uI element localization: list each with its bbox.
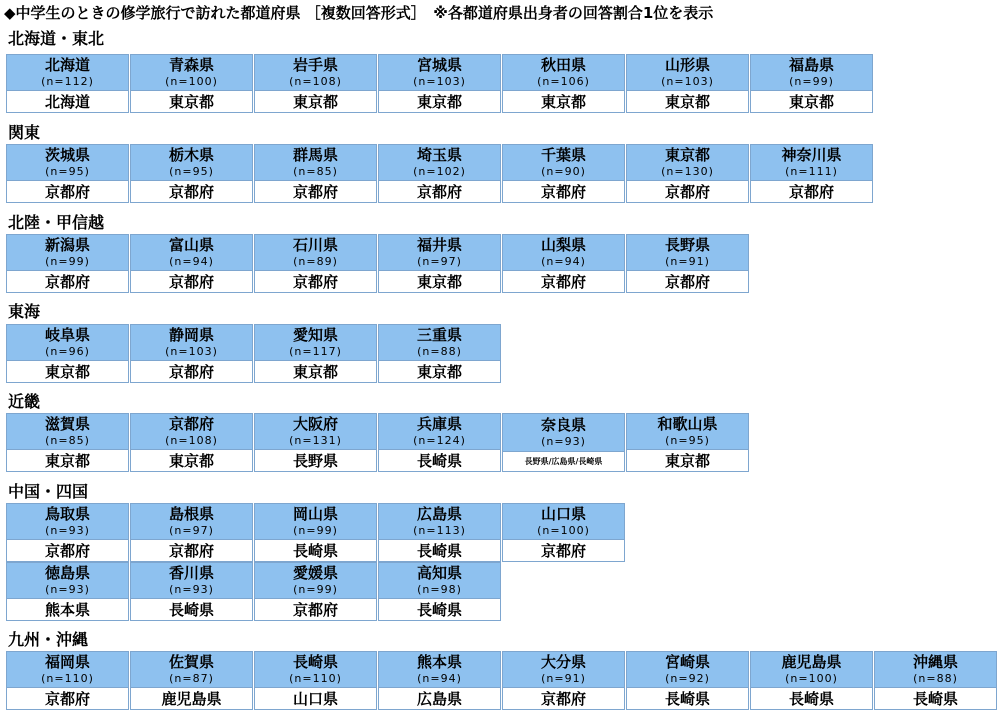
sample-size: (n=95) (169, 165, 214, 178)
prefecture-cell (130, 234, 253, 293)
top-answer: 東京都 (255, 91, 376, 112)
prefecture-cell (626, 234, 749, 293)
prefecture-cell (130, 324, 253, 383)
sample-size: (n=103) (661, 75, 714, 88)
prefecture-name: 大阪府 (292, 415, 338, 433)
prefecture-header (7, 652, 128, 688)
prefecture-header (627, 145, 748, 181)
top-answer: 東京都 (627, 450, 748, 471)
sample-size: (n=103) (413, 75, 466, 88)
sample-size: (n=99) (45, 255, 90, 268)
prefecture-name: 福岡県 (44, 653, 90, 671)
prefecture-name: 三重県 (416, 326, 462, 344)
top-answer: 長崎県 (255, 540, 376, 561)
sample-size: (n=91) (665, 255, 710, 268)
region-label: 関東 (8, 123, 41, 142)
prefecture-header (751, 652, 872, 688)
sample-size: (n=99) (293, 583, 338, 596)
prefecture-cell (254, 144, 377, 203)
prefecture-cell (378, 503, 501, 562)
sample-size: (n=112) (41, 75, 94, 88)
prefecture-cell (130, 54, 253, 113)
top-answer: 東京都 (7, 361, 128, 382)
top-answer: 京都府 (379, 181, 500, 202)
top-answer: 東京都 (379, 271, 500, 292)
prefecture-name: 山梨県 (540, 236, 586, 254)
sample-size: (n=95) (665, 434, 710, 447)
region-label: 中国・四国 (8, 482, 89, 501)
top-answer: 山口県 (255, 688, 376, 709)
prefecture-name: 山形県 (664, 56, 710, 74)
sample-size: (n=92) (665, 672, 710, 685)
prefecture-cell (6, 144, 129, 203)
prefecture-cell (626, 651, 749, 710)
prefecture-row (6, 562, 502, 621)
prefecture-cell (626, 413, 749, 472)
top-answer: 京都府 (255, 271, 376, 292)
region-label: 北陸・甲信越 (8, 213, 105, 232)
prefecture-cell (626, 144, 749, 203)
top-answer: 東京都 (379, 361, 500, 382)
prefecture-cell (378, 54, 501, 113)
prefecture-cell (502, 651, 625, 710)
top-answer: 京都府 (503, 271, 624, 292)
region-label: 九州・沖縄 (8, 630, 89, 649)
prefecture-cell (254, 562, 377, 621)
sample-size: (n=97) (417, 255, 462, 268)
top-answer: 東京都 (503, 91, 624, 112)
top-answer: 東京都 (7, 450, 128, 471)
prefecture-name: 千葉県 (540, 146, 586, 164)
prefecture-header (751, 55, 872, 91)
top-answer: 京都府 (627, 181, 748, 202)
prefecture-cell (502, 413, 625, 472)
prefecture-header (131, 504, 252, 540)
prefecture-header (7, 325, 128, 361)
prefecture-cell (254, 324, 377, 383)
prefecture-cell (626, 54, 749, 113)
prefecture-header (7, 563, 128, 599)
sample-size: (n=94) (169, 255, 214, 268)
prefecture-header (379, 235, 500, 271)
top-answer: 鹿児島県 (131, 688, 252, 709)
sample-size: (n=100) (785, 672, 838, 685)
prefecture-header (131, 145, 252, 181)
prefecture-cell (378, 562, 501, 621)
prefecture-header (751, 145, 872, 181)
prefecture-header (131, 235, 252, 271)
prefecture-name: 秋田県 (540, 56, 586, 74)
top-answer: 京都府 (503, 181, 624, 202)
region-label: 近畿 (8, 392, 41, 411)
sample-size: (n=90) (541, 165, 586, 178)
top-answer: 長崎県 (627, 688, 748, 709)
prefecture-header (131, 325, 252, 361)
top-answer: 京都府 (131, 361, 252, 382)
top-answer: 京都府 (503, 540, 624, 561)
prefecture-row (6, 413, 750, 472)
prefecture-name: 愛知県 (292, 326, 338, 344)
top-answer: 長野県 (255, 450, 376, 471)
top-answer: 京都府 (751, 181, 872, 202)
sample-size: (n=108) (165, 434, 218, 447)
sample-size: (n=108) (289, 75, 342, 88)
prefecture-name: 京都府 (168, 415, 214, 433)
prefecture-header (7, 235, 128, 271)
top-answer: 東京都 (131, 450, 252, 471)
prefecture-name: 鹿児島県 (781, 653, 842, 671)
prefecture-cell (750, 144, 873, 203)
prefecture-header (255, 325, 376, 361)
prefecture-cell (750, 54, 873, 113)
prefecture-cell (130, 503, 253, 562)
top-answer: 長野県/広島県/長崎県 (503, 452, 624, 471)
prefecture-header (255, 652, 376, 688)
prefecture-name: 熊本県 (416, 653, 462, 671)
prefecture-name: 沖縄県 (912, 653, 958, 671)
top-answer: 長崎県 (875, 688, 996, 709)
prefecture-cell (6, 413, 129, 472)
prefecture-name: 新潟県 (44, 236, 90, 254)
top-answer: 京都府 (503, 688, 624, 709)
sample-size: (n=111) (785, 165, 838, 178)
prefecture-header (379, 325, 500, 361)
prefecture-row (6, 144, 874, 203)
top-answer: 京都府 (627, 271, 748, 292)
prefecture-name: 鳥取県 (44, 505, 90, 523)
prefecture-cell (254, 234, 377, 293)
top-answer: 京都府 (131, 271, 252, 292)
prefecture-header (131, 55, 252, 91)
sample-size: (n=103) (165, 345, 218, 358)
prefecture-name: 愛媛県 (292, 564, 338, 582)
sample-size: (n=94) (541, 255, 586, 268)
prefecture-cell (874, 651, 997, 710)
prefecture-name: 富山県 (168, 236, 214, 254)
prefecture-name: 石川県 (292, 236, 338, 254)
prefecture-name: 奈良県 (540, 416, 586, 434)
top-answer: 東京都 (379, 91, 500, 112)
top-answer: 京都府 (7, 271, 128, 292)
sample-size: (n=95) (45, 165, 90, 178)
sample-size: (n=93) (45, 583, 90, 596)
top-answer: 長崎県 (379, 450, 500, 471)
sample-size: (n=88) (417, 345, 462, 358)
sample-size: (n=106) (537, 75, 590, 88)
prefecture-name: 神奈川県 (781, 146, 842, 164)
prefecture-cell (6, 562, 129, 621)
prefecture-cell (502, 54, 625, 113)
page-title: ◆中学生のときの修学旅行で訪れた都道府県 ［複数回答形式］ ※各都道府県出身者の回答割合1位を表示 (4, 4, 714, 22)
prefecture-name: 福井県 (416, 236, 462, 254)
prefecture-cell (378, 324, 501, 383)
prefecture-cell (378, 144, 501, 203)
top-answer: 京都府 (131, 540, 252, 561)
top-answer: 熊本県 (7, 599, 128, 620)
prefecture-cell (378, 413, 501, 472)
sample-size: (n=113) (413, 524, 466, 537)
sample-size: (n=98) (417, 583, 462, 596)
prefecture-header (627, 414, 748, 450)
region-label: 東海 (8, 302, 41, 321)
prefecture-header (131, 414, 252, 450)
top-answer: 京都府 (255, 599, 376, 620)
prefecture-cell (254, 54, 377, 113)
sample-size: (n=100) (165, 75, 218, 88)
top-answer: 北海道 (7, 91, 128, 112)
prefecture-name: 岡山県 (292, 505, 338, 523)
prefecture-header (627, 652, 748, 688)
prefecture-name: 兵庫県 (416, 415, 462, 433)
prefecture-cell (502, 144, 625, 203)
prefecture-name: 茨城県 (44, 146, 90, 164)
prefecture-header (131, 563, 252, 599)
sample-size: (n=88) (913, 672, 958, 685)
prefecture-header (379, 414, 500, 450)
top-answer: 東京都 (751, 91, 872, 112)
top-answer: 京都府 (7, 540, 128, 561)
prefecture-header (255, 504, 376, 540)
top-answer: 京都府 (7, 181, 128, 202)
sample-size: (n=93) (169, 583, 214, 596)
prefecture-row (6, 54, 874, 113)
prefecture-header (255, 563, 376, 599)
top-answer: 東京都 (255, 361, 376, 382)
prefecture-cell (130, 651, 253, 710)
sample-size: (n=91) (541, 672, 586, 685)
prefecture-name: 静岡県 (168, 326, 214, 344)
top-answer: 京都府 (7, 688, 128, 709)
sample-size: (n=100) (537, 524, 590, 537)
prefecture-header (503, 235, 624, 271)
prefecture-name: 長野県 (664, 236, 710, 254)
prefecture-cell (6, 54, 129, 113)
prefecture-header (7, 414, 128, 450)
sample-size: (n=99) (789, 75, 834, 88)
sample-size: (n=96) (45, 345, 90, 358)
prefecture-name: 大分県 (540, 653, 586, 671)
sample-size: (n=85) (293, 165, 338, 178)
prefecture-row (6, 324, 502, 383)
prefecture-header (379, 563, 500, 599)
prefecture-header (503, 414, 624, 452)
sample-size: (n=117) (289, 345, 342, 358)
sample-size: (n=130) (661, 165, 714, 178)
prefecture-name: 和歌山県 (657, 415, 718, 433)
sample-size: (n=93) (45, 524, 90, 537)
prefecture-row (6, 651, 998, 710)
prefecture-header (255, 55, 376, 91)
prefecture-cell (6, 503, 129, 562)
prefecture-cell (378, 651, 501, 710)
prefecture-name: 宮城県 (416, 56, 462, 74)
prefecture-name: 東京都 (664, 146, 710, 164)
prefecture-header (379, 504, 500, 540)
sample-size: (n=97) (169, 524, 214, 537)
prefecture-name: 群馬県 (292, 146, 338, 164)
top-answer: 京都府 (255, 181, 376, 202)
prefecture-cell (254, 413, 377, 472)
prefecture-header (503, 145, 624, 181)
prefecture-name: 福島県 (788, 56, 834, 74)
top-answer: 東京都 (627, 91, 748, 112)
sample-size: (n=110) (289, 672, 342, 685)
prefecture-name: 岐阜県 (44, 326, 90, 344)
prefecture-header (7, 55, 128, 91)
prefecture-header (503, 504, 624, 540)
prefecture-name: 香川県 (168, 564, 214, 582)
prefecture-cell (130, 144, 253, 203)
top-answer: 長崎県 (131, 599, 252, 620)
prefecture-cell (6, 234, 129, 293)
prefecture-name: 青森県 (168, 56, 214, 74)
prefecture-row (6, 234, 750, 293)
sample-size: (n=94) (417, 672, 462, 685)
prefecture-name: 佐賀県 (168, 653, 214, 671)
sample-size: (n=131) (289, 434, 342, 447)
prefecture-cell (6, 324, 129, 383)
prefecture-cell (6, 651, 129, 710)
prefecture-header (875, 652, 996, 688)
prefecture-name: 滋賀県 (44, 415, 90, 433)
prefecture-header (255, 145, 376, 181)
prefecture-header (255, 414, 376, 450)
prefecture-header (379, 652, 500, 688)
prefecture-name: 長崎県 (292, 653, 338, 671)
prefecture-header (7, 504, 128, 540)
prefecture-name: 広島県 (416, 505, 462, 523)
prefecture-name: 栃木県 (168, 146, 214, 164)
prefecture-cell (254, 651, 377, 710)
sample-size: (n=89) (293, 255, 338, 268)
top-answer: 東京都 (131, 91, 252, 112)
top-answer: 長崎県 (379, 599, 500, 620)
prefecture-cell (378, 234, 501, 293)
prefecture-name: 宮崎県 (664, 653, 710, 671)
prefecture-header (379, 145, 500, 181)
sample-size: (n=124) (413, 434, 466, 447)
sample-size: (n=93) (541, 435, 586, 448)
prefecture-header (379, 55, 500, 91)
prefecture-cell (502, 503, 625, 562)
sample-size: (n=85) (45, 434, 90, 447)
prefecture-header (503, 652, 624, 688)
sample-size: (n=99) (293, 524, 338, 537)
prefecture-name: 埼玉県 (416, 146, 462, 164)
prefecture-name: 徳島県 (44, 564, 90, 582)
sample-size: (n=87) (169, 672, 214, 685)
prefecture-cell (254, 503, 377, 562)
region-label: 北海道・東北 (8, 29, 105, 48)
prefecture-header (627, 55, 748, 91)
prefecture-name: 山口県 (540, 505, 586, 523)
top-answer: 長崎県 (379, 540, 500, 561)
prefecture-header (503, 55, 624, 91)
sample-size: (n=110) (41, 672, 94, 685)
prefecture-name: 島根県 (168, 505, 214, 523)
prefecture-name: 北海道 (44, 56, 90, 74)
top-answer: 長崎県 (751, 688, 872, 709)
prefecture-header (255, 235, 376, 271)
sample-size: (n=102) (413, 165, 466, 178)
prefecture-cell (502, 234, 625, 293)
prefecture-header (7, 145, 128, 181)
top-answer: 広島県 (379, 688, 500, 709)
prefecture-cell (750, 651, 873, 710)
prefecture-cell (130, 562, 253, 621)
prefecture-row (6, 503, 626, 562)
prefecture-name: 岩手県 (292, 56, 338, 74)
prefecture-header (131, 652, 252, 688)
prefecture-name: 高知県 (416, 564, 462, 582)
prefecture-header (627, 235, 748, 271)
prefecture-cell (130, 413, 253, 472)
top-answer: 京都府 (131, 181, 252, 202)
